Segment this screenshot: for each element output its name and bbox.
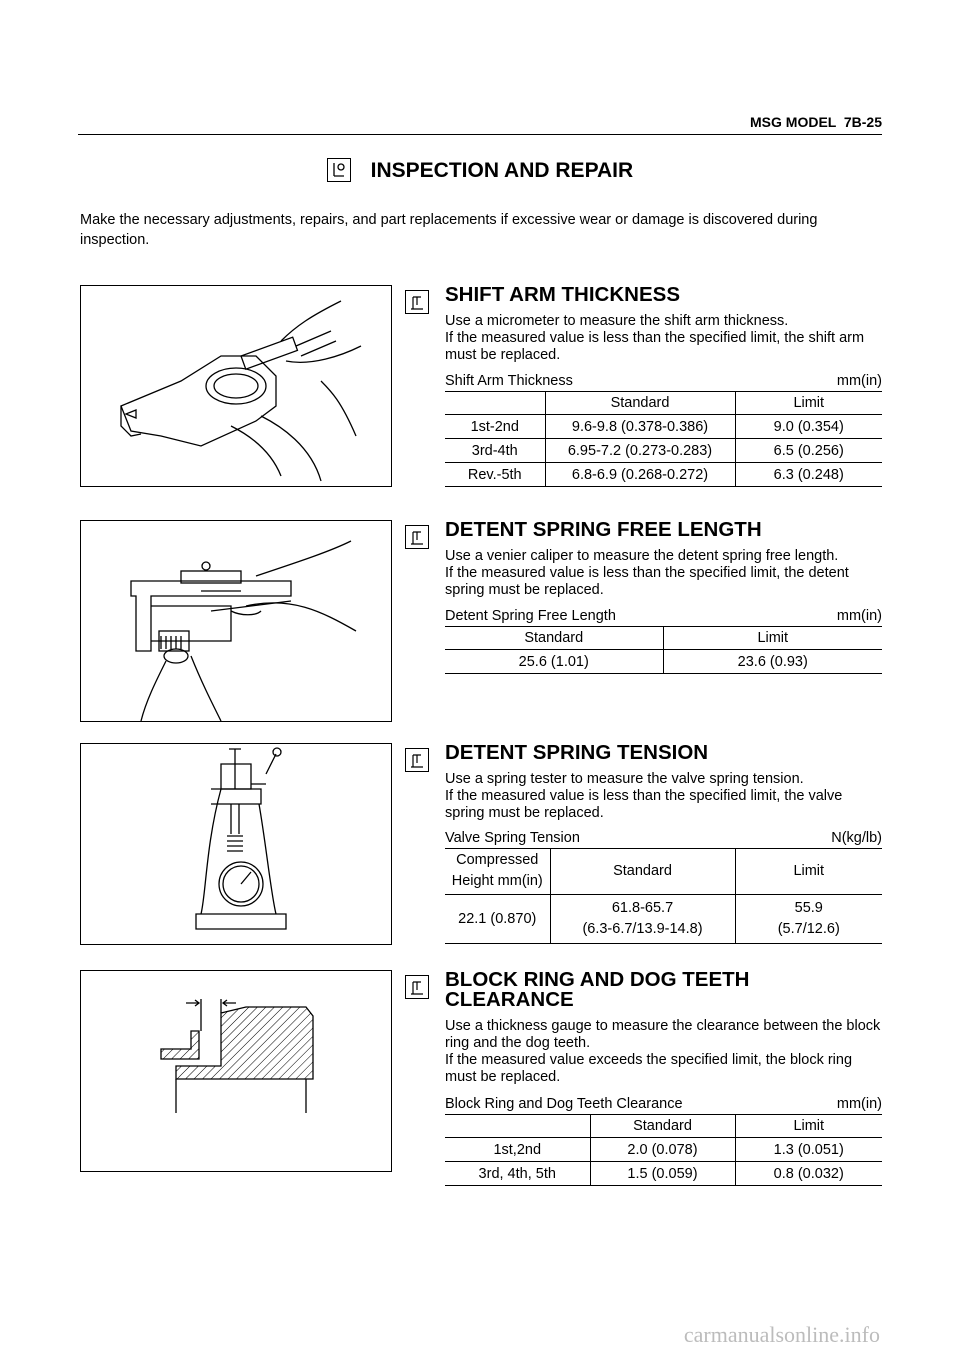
table-cell: 1.3 (0.051): [735, 1138, 882, 1162]
section-text: Use a micrometer to measure the shift arm thickness. If the measured value is less than the specified limit, the shift arm must be replaced.: [445, 313, 865, 363]
table-row: [445, 1162, 882, 1186]
table-unit: N(kg/lb): [831, 830, 882, 846]
table-row: [445, 1138, 882, 1162]
page-title: [0, 158, 960, 183]
caliper-figure: [80, 520, 392, 722]
table-title-row: [445, 608, 882, 627]
section-title: SHIFT ARM THICKNESS: [445, 283, 680, 306]
table-cell: 6.3 (0.248): [735, 463, 882, 487]
table-unit: mm(in): [836, 608, 882, 624]
page-header: [78, 114, 882, 135]
table-cell: 55.9 (5.7/12.6): [735, 895, 882, 944]
table-header-cell: [445, 391, 545, 415]
table-cell: 1st-2nd: [445, 415, 545, 439]
measurement-icon: [405, 290, 429, 314]
table-cell: 1.5 (0.059): [590, 1162, 735, 1186]
table-cell: 22.1 (0.870): [445, 895, 550, 944]
table-title: Shift Arm Thickness: [445, 373, 573, 389]
header-title: MSG MODEL 7B-25: [750, 114, 882, 130]
section-text: Use a venier caliper to measure the detent spring free length. If the measured value is less than the specified limit, the detent spring must be replaced.: [445, 548, 849, 598]
table-cell: 9.6-9.8 (0.378-0.386): [545, 415, 735, 439]
table-header-row: [445, 1114, 882, 1138]
table-header-cell: [445, 1114, 590, 1138]
table-header-row: [445, 391, 882, 415]
measurement-icon: [405, 975, 429, 999]
table-header-cell: Limit: [735, 848, 882, 895]
table-cell: 2.0 (0.078): [590, 1138, 735, 1162]
table-cell: 6.95-7.2 (0.273-0.283): [545, 439, 735, 463]
table-cell: 25.6 (1.01): [445, 650, 663, 674]
table-row: [445, 439, 882, 463]
table-title: Detent Spring Free Length: [445, 608, 616, 624]
table-cell: 61.8-65.7 (6.3-6.7/13.9-14.8): [550, 895, 735, 944]
table-cell: 0.8 (0.032): [735, 1162, 882, 1186]
footer-watermark: carmanualsonline.info: [683, 1322, 880, 1347]
table-title-row: [445, 830, 882, 849]
table-header-cell: Limit: [735, 1114, 882, 1138]
table-cell: 3rd, 4th, 5th: [445, 1162, 590, 1186]
table-header-row: [445, 626, 882, 650]
table-cell: 6.8-6.9 (0.268-0.272): [545, 463, 735, 487]
table-row: [445, 650, 882, 674]
section-text: Use a thickness gauge to measure the clearance between the block ring and the dog teeth. If the measured value exceeds the specified limit, the block ring must be replaced.: [445, 1018, 881, 1085]
table-cell: Rev.-5th: [445, 463, 545, 487]
inspection-icon: [327, 158, 351, 182]
table-header-cell: Standard: [550, 848, 735, 895]
table-header-row: [445, 848, 882, 895]
table-header-cell: Limit: [663, 626, 882, 650]
measurement-icon: [405, 748, 429, 772]
section-title: DETENT SPRING TENSION: [445, 741, 709, 764]
table-header-cell: Standard: [590, 1114, 735, 1138]
table-header-cell: Standard: [445, 626, 663, 650]
table-unit: mm(in): [836, 373, 882, 389]
page-title-text: INSPECTION AND REPAIR: [370, 159, 634, 182]
spring-tester-figure: [80, 743, 392, 945]
table-header-cell: Compressed Height mm(in): [445, 848, 550, 895]
table-cell: 6.5 (0.256): [735, 439, 882, 463]
table-title-row: [445, 1096, 882, 1115]
section-title: DETENT SPRING FREE LENGTH: [445, 518, 762, 541]
table-cell: 9.0 (0.354): [735, 415, 882, 439]
table-unit: mm(in): [836, 1096, 882, 1112]
block-ring-table: [445, 1114, 882, 1186]
spring-tension-table: [445, 848, 882, 944]
table-title: Block Ring and Dog Teeth Clearance: [445, 1096, 683, 1112]
table-cell: 3rd-4th: [445, 439, 545, 463]
table-row: [445, 415, 882, 439]
intro-paragraph: Make the necessary adjustments, repairs, and part replacements if excessive wear or damage is discovered during inspection.: [80, 212, 818, 248]
section-text: Use a spring tester to measure the valve spring tension. If the measured value is less than the specified limit, the valve spring must be replaced.: [445, 771, 843, 821]
table-title: Valve Spring Tension: [445, 830, 580, 846]
shift-arm-figure: [80, 285, 392, 487]
table-title-row: [445, 373, 882, 392]
measurement-icon: [405, 525, 429, 549]
shift-arm-table: [445, 391, 882, 487]
detent-length-table: [445, 626, 882, 674]
block-ring-figure: [80, 970, 392, 1172]
table-row: [445, 463, 882, 487]
table-header-cell: Limit: [735, 391, 882, 415]
table-header-cell: Standard: [545, 391, 735, 415]
table-cell: 1st,2nd: [445, 1138, 590, 1162]
table-row: [445, 895, 882, 944]
table-cell: 23.6 (0.93): [663, 650, 882, 674]
section-title: BLOCK RING AND DOG TEETH CLEARANCE: [445, 968, 750, 1011]
